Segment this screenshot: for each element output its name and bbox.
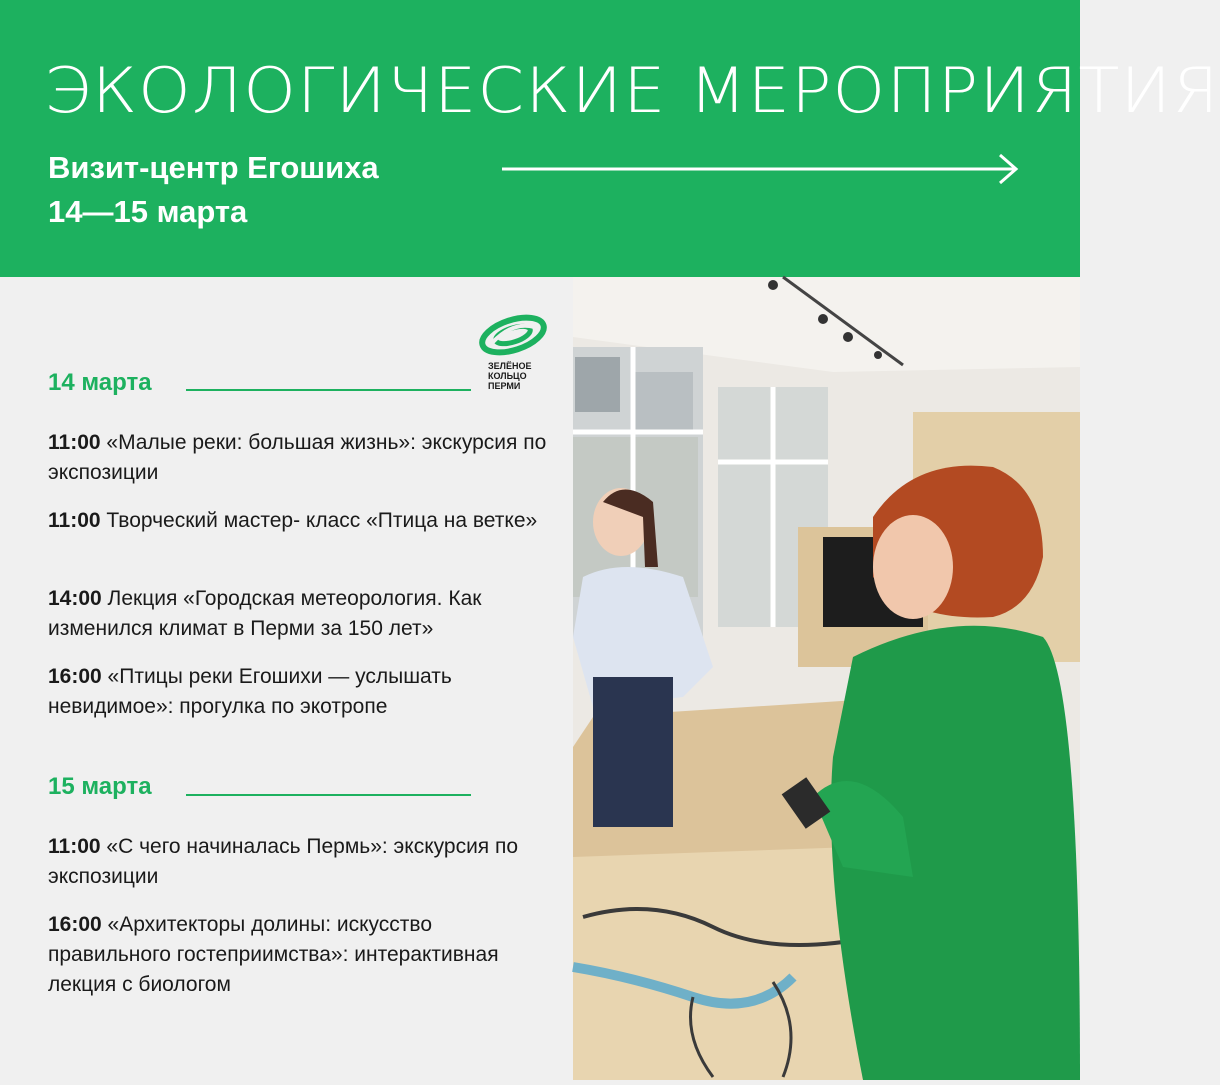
schedule-item: 11:00 Творческий мастер- класс «Птица на ветке» [48,509,538,532]
logo-text: ЗЕЛЁНОЕ КОЛЬЦО ПЕРМИ [488,361,532,391]
day-heading: 14 марта [48,369,152,396]
schedule-item: 16:00 «Архитекторы долины: искусство правильного гостеприимства»: интерактивная лекция с биологом [48,913,499,996]
day-heading: 15 марта [48,773,152,800]
day-divider [186,389,471,391]
arrow-right-icon [500,152,1020,186]
exhibition-photo-illustration [573,277,1080,1080]
schedule-item: 16:00 «Птицы реки Егошихи — услышать невидимое»: прогулка по экотропе [48,665,452,718]
venue-name: Визит-центр Егошиха [48,150,379,185]
schedule-item: 14:00 Лекция «Городская метеорология. Как изменился климат в Перми за 150 лет» [48,587,482,640]
event-dates: 14—15 марта [48,194,248,229]
exhibition-photo [573,277,1080,1080]
page-title: ЭКОЛОГИЧЕСКИЕ МЕРОПРИЯТИЯ [44,54,1220,127]
schedule-item: 11:00 «Малые реки: большая жизнь»: экскурсия по экспозиции [48,431,547,484]
day-divider [186,794,471,796]
schedule-item: 11:00 «С чего начиналась Пермь»: экскурсия по экспозиции [48,835,519,888]
header-banner [0,0,1220,277]
